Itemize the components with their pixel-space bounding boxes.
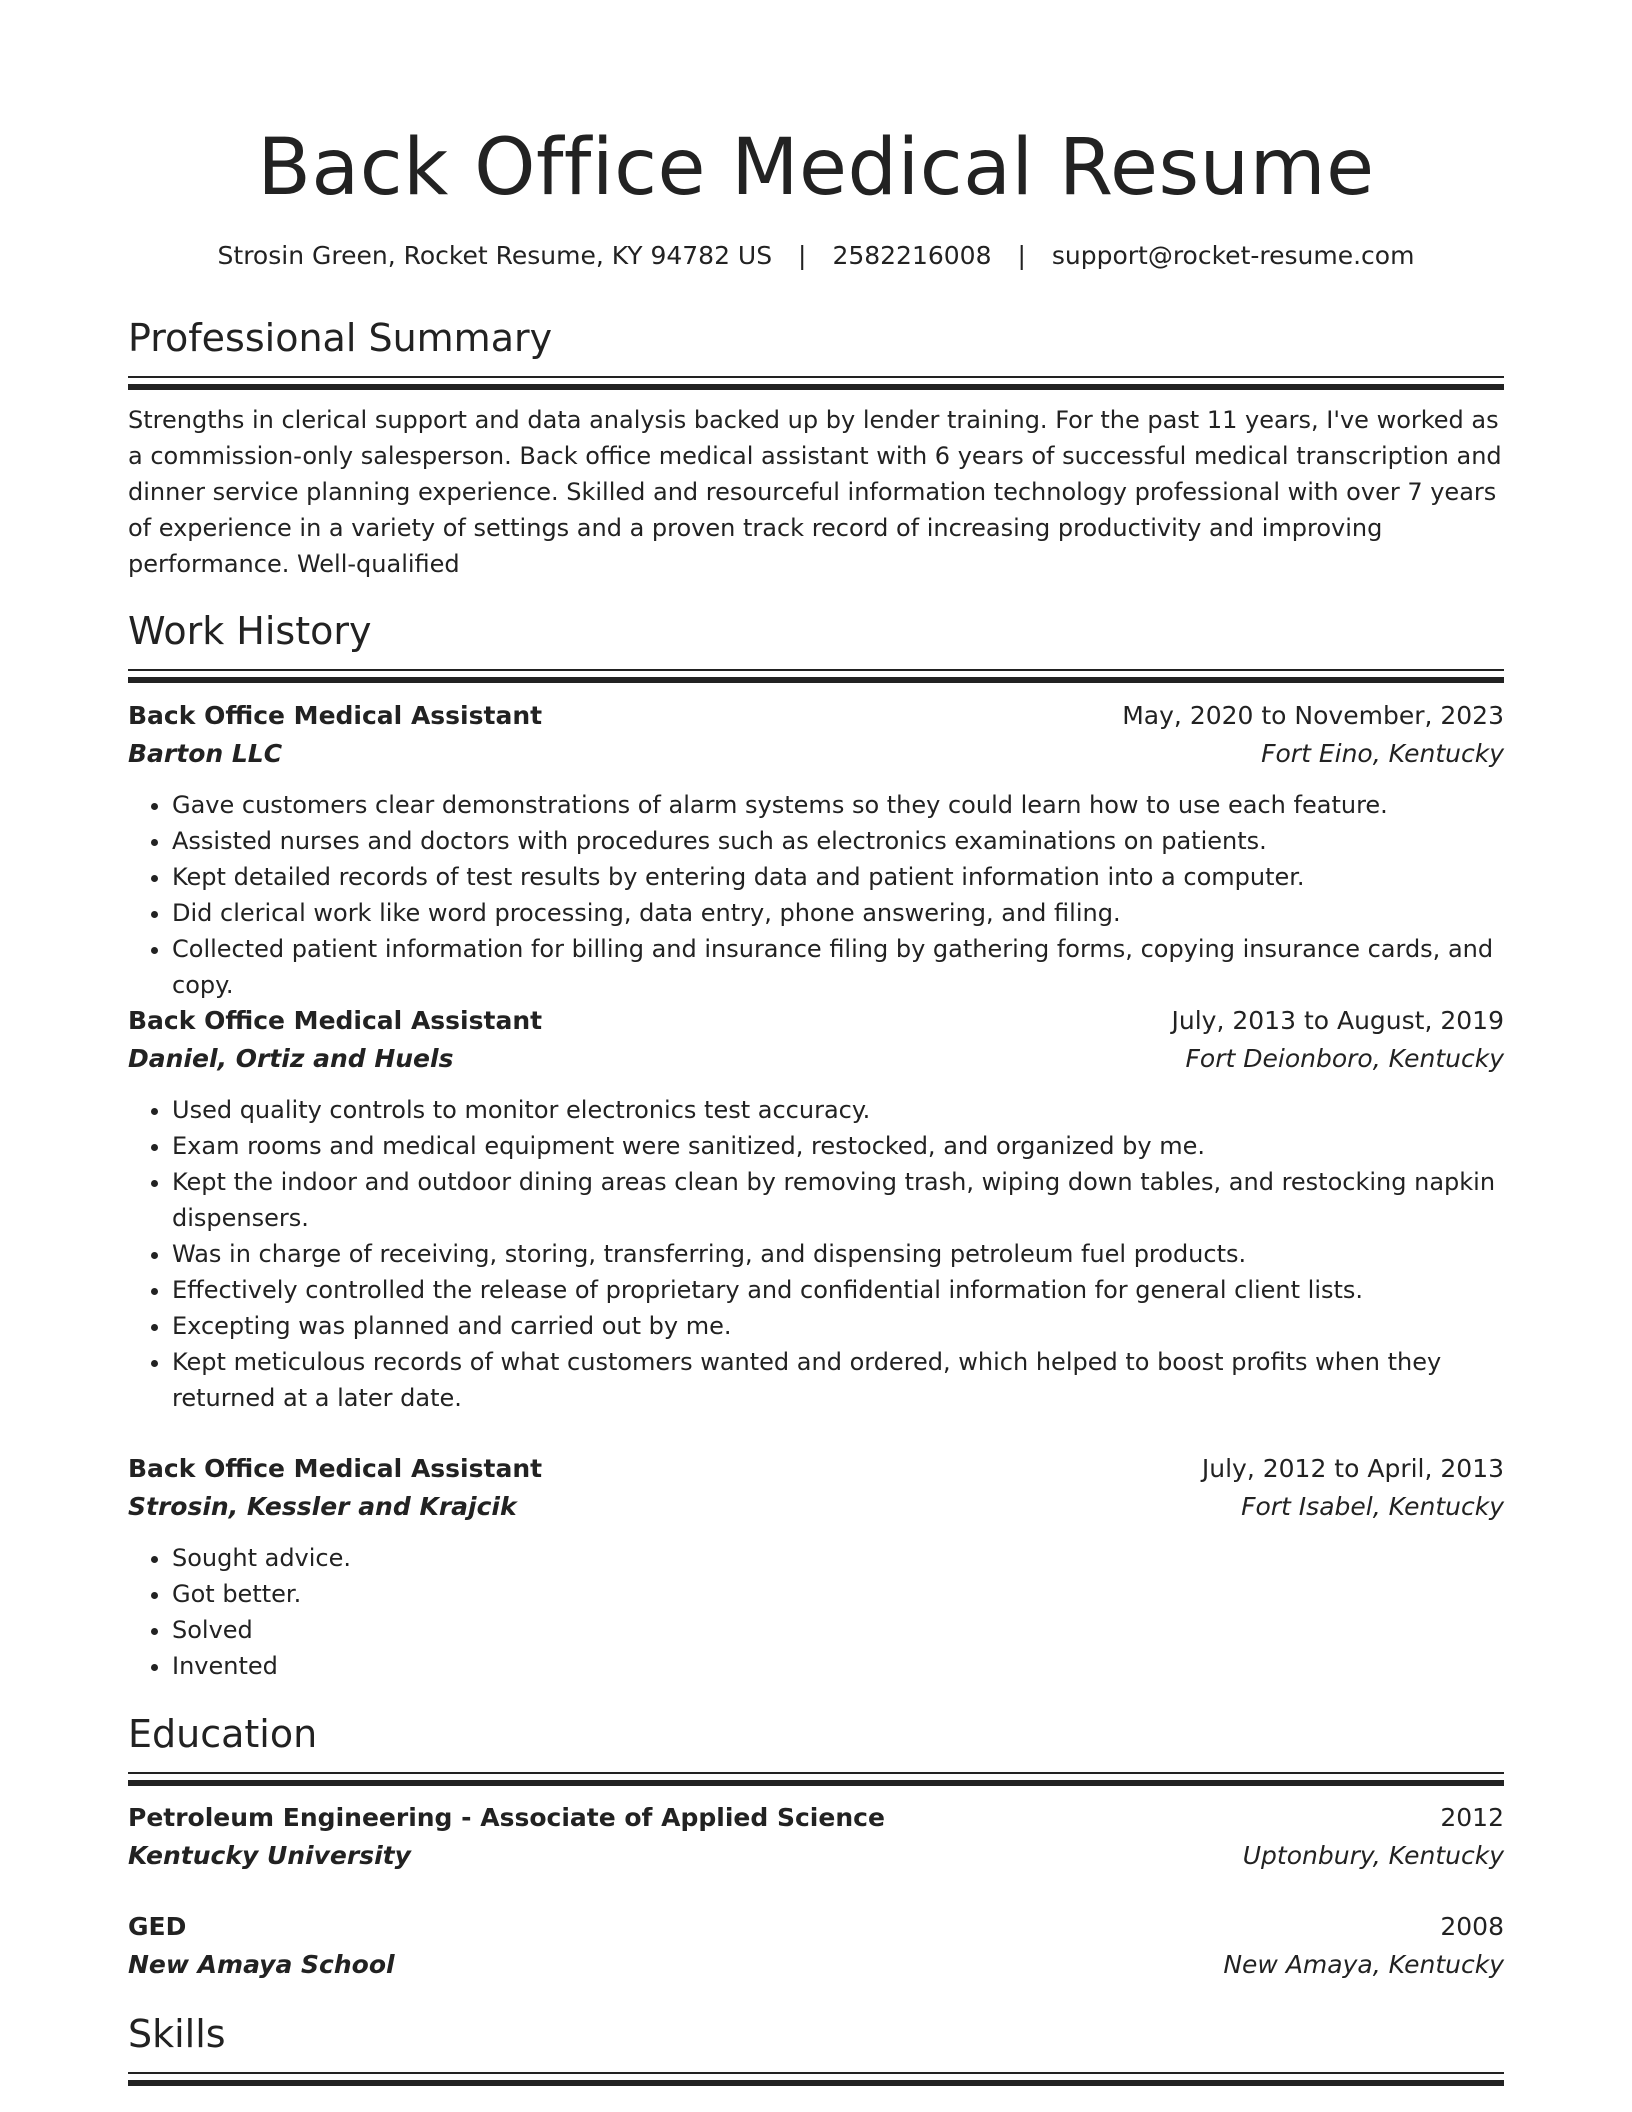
job-header-row (128, 1450, 1504, 1488)
job-company: Strosin, Kessler and Krajcik (128, 1492, 517, 1521)
contact-separator: | (798, 241, 807, 270)
job-bullet: • Got better. (172, 1576, 1504, 1612)
section-title-skills: Skills (128, 2012, 226, 2056)
job-title: Back Office Medical Assistant (128, 701, 543, 730)
contact-separator: | (1017, 241, 1026, 270)
education-year: 2008 (1440, 1912, 1504, 1941)
job-bullet: • Invented (172, 1648, 1504, 1684)
education-header-row (128, 1799, 1504, 1837)
summary-section-header (128, 314, 1504, 390)
contact-email: support@rocket-resume.com (1051, 241, 1415, 270)
job-bullet: • Kept the indoor and outdoor dining areas clean by removing trash, wiping down tables, and restocking napkin dispensers. (172, 1164, 1504, 1236)
job-bullet: • Sought advice. (172, 1540, 1504, 1576)
job-bullet-list (128, 1540, 1504, 1684)
education-school-row (128, 1837, 1504, 1875)
job-bullet: • Collected patient information for billing and insurance filing by gathering forms, copying insurance cards, and copy. (172, 931, 1504, 1003)
job-header-row (128, 697, 1504, 735)
job-location: Fort Isabel, Kentucky (1241, 1492, 1504, 1521)
education-entry (128, 1799, 1504, 1875)
job-company-row (128, 1040, 1504, 1078)
job-title: Back Office Medical Assistant (128, 1454, 543, 1483)
job-company: Daniel, Ortiz and Huels (128, 1044, 454, 1073)
job-entry (128, 697, 1504, 1003)
job-entry (128, 1450, 1504, 1684)
job-bullet: • Solved (172, 1612, 1504, 1648)
section-rule-thick (128, 677, 1504, 683)
job-bullet: • Effectively controlled the release of proprietary and confidential information for general client lists. (172, 1272, 1504, 1308)
contact-phone: 2582216008 (832, 241, 992, 270)
summary-text: Strengths in clerical support and data analysis backed up by lender training. For the past 11 years, I've worked as a commission-only salesperson. Back office medical assistant with 6 years of successful medical transcription and dinner service planning experience. Skilled and resourceful information technology professional with over 7 years of experience in a variety of settings and a proven track record of increasing productivity and improving performance. Well-qualified (128, 406, 1502, 578)
education-school: New Amaya School (128, 1950, 395, 1979)
job-bullet-list (128, 1092, 1504, 1416)
job-bullet: • Kept detailed records of test results by entering data and patient information into a computer. (172, 859, 1504, 895)
education-entry (128, 1908, 1504, 1984)
job-location: Fort Deionboro, Kentucky (1185, 1044, 1504, 1073)
section-rule-thick (128, 2080, 1504, 2086)
job-bullet: • Assisted nurses and doctors with procedures such as electronics examinations on patients. (172, 823, 1504, 859)
section-title-work: Work History (128, 609, 372, 653)
education-degree: GED (128, 1912, 187, 1941)
section-rule-thin (128, 2072, 1504, 2074)
job-bullet-list (128, 787, 1504, 1003)
education-header-row (128, 1908, 1504, 1946)
education-location: Uptonbury, Kentucky (1242, 1841, 1504, 1870)
job-company-row (128, 735, 1504, 773)
job-bullet: • Did clerical work like word processing, data entry, phone answering, and filing. (172, 895, 1504, 931)
section-rule-thick (128, 1780, 1504, 1786)
section-rule-thin (128, 376, 1504, 378)
education-section-header (128, 1710, 1504, 1786)
job-dates: July, 2012 to April, 2013 (1201, 1454, 1504, 1483)
education-year: 2012 (1440, 1803, 1504, 1832)
education-degree: Petroleum Engineering - Associate of Applied Science (128, 1803, 885, 1832)
job-bullet: • Used quality controls to monitor electronics test accuracy. (172, 1092, 1504, 1128)
resume-title: Back Office Medical Resume (257, 123, 1375, 213)
job-entry (128, 1002, 1504, 1416)
job-bullet: • Excepting was planned and carried out by me. (172, 1308, 1504, 1344)
job-title: Back Office Medical Assistant (128, 1006, 543, 1035)
job-header-row (128, 1002, 1504, 1040)
contact-address: Strosin Green, Rocket Resume, KY 94782 US (217, 241, 773, 270)
job-bullet: • Exam rooms and medical equipment were sanitized, restocked, and organized by me. (172, 1128, 1504, 1164)
skills-section-header (128, 2010, 1504, 2086)
section-title-summary: Professional Summary (128, 316, 553, 360)
section-rule-thin (128, 1772, 1504, 1774)
job-company-row (128, 1488, 1504, 1526)
job-dates: May, 2020 to November, 2023 (1122, 701, 1504, 730)
section-rule-thick (128, 384, 1504, 390)
work-section-header (128, 607, 1504, 683)
job-company: Barton LLC (128, 739, 283, 768)
education-location: New Amaya, Kentucky (1223, 1950, 1504, 1979)
job-location: Fort Eino, Kentucky (1261, 739, 1504, 768)
job-bullet: • Gave customers clear demonstrations of alarm systems so they could learn how to use each feature. (172, 787, 1504, 823)
job-bullet: • Was in charge of receiving, storing, transferring, and dispensing petroleum fuel products. (172, 1236, 1504, 1272)
job-bullet: • Kept meticulous records of what customers wanted and ordered, which helped to boost profits when they returned at a later date. (172, 1344, 1504, 1416)
section-rule-thin (128, 669, 1504, 671)
education-school: Kentucky University (128, 1841, 411, 1870)
job-dates: July, 2013 to August, 2019 (1171, 1006, 1504, 1035)
section-title-education: Education (128, 1712, 318, 1756)
education-school-row (128, 1946, 1504, 1984)
contact-line (128, 240, 1504, 272)
